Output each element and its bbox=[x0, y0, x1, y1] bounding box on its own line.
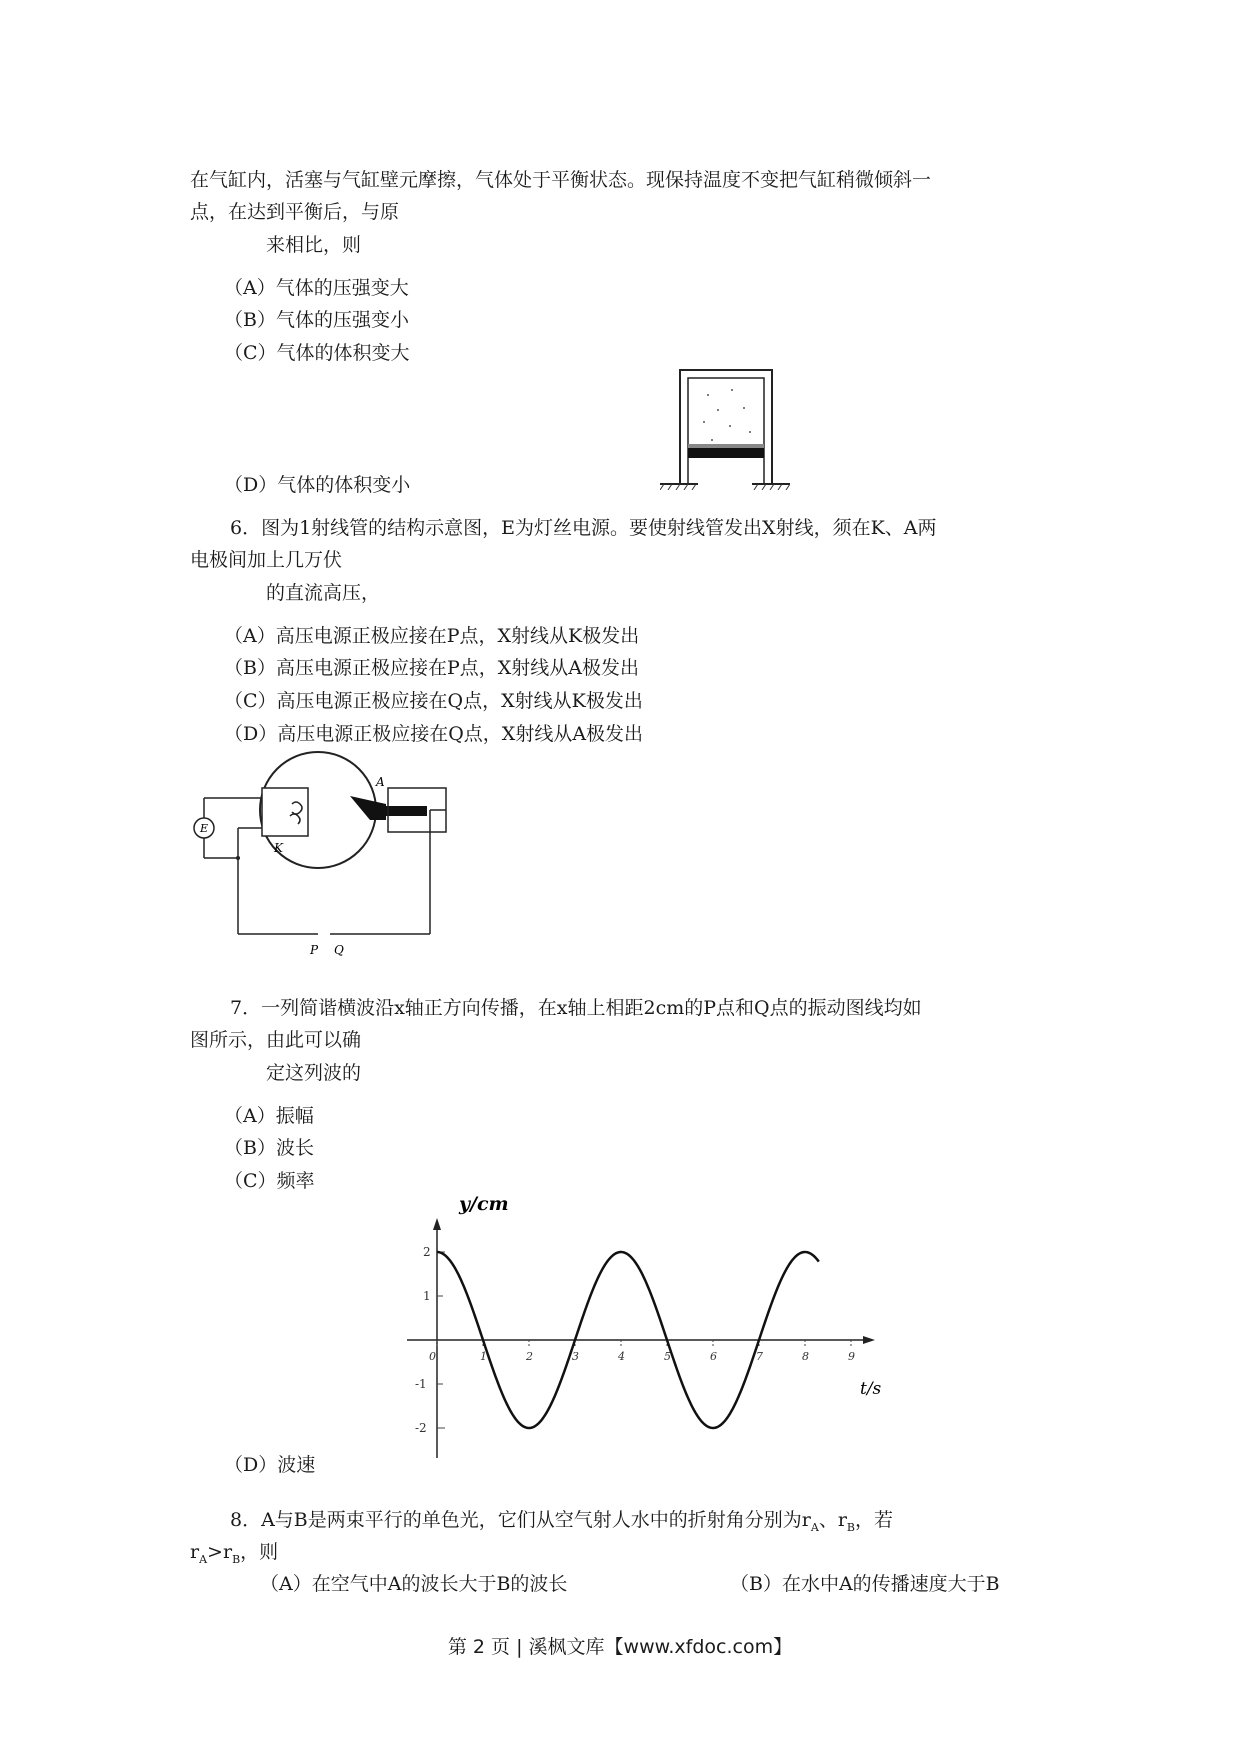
x-tick-label: 9 bbox=[848, 1350, 855, 1363]
label-k: K bbox=[274, 841, 283, 855]
y-tick-label: -2 bbox=[415, 1421, 427, 1435]
q6-line2: 电极间加上几万伏 bbox=[190, 549, 343, 571]
q5-option-b: （B）气体的压强变小 bbox=[224, 309, 409, 331]
y-axis-label: y/cm bbox=[459, 1193, 509, 1215]
x-tick-label: 8 bbox=[802, 1350, 809, 1363]
piston bbox=[688, 448, 764, 458]
label-e: E bbox=[200, 822, 209, 835]
q8-sub-b: B bbox=[846, 1520, 855, 1534]
q8-r1: r bbox=[190, 1541, 200, 1563]
q7-option-b: （B）波长 bbox=[224, 1137, 314, 1159]
q8-tail: ，若 bbox=[855, 1509, 894, 1531]
q7-option-a: （A）振幅 bbox=[224, 1105, 314, 1127]
q8-line1-text: 8．A与B是两束平行的单色光，它们从空气射人水中的折射角分别为r bbox=[230, 1509, 811, 1531]
q8-line2 bbox=[190, 1540, 278, 1572]
q6-option-b: （B）高压电源正极应接在P点，X射线从A极发出 bbox=[224, 657, 639, 679]
x-tick-label: 7 bbox=[756, 1350, 763, 1363]
q8-sep: 、r bbox=[818, 1509, 847, 1531]
q7-line2: 图所示，由此可以确 bbox=[190, 1029, 362, 1051]
q8-gt: >r bbox=[207, 1541, 233, 1563]
q8-line2-sub-b: B bbox=[232, 1552, 241, 1566]
x-tick-label: 2 bbox=[526, 1350, 533, 1363]
x-tick-label: 0 bbox=[429, 1350, 436, 1363]
q5-line2: 点，在达到平衡后，与原 bbox=[190, 201, 400, 223]
x-tick-label: 6 bbox=[710, 1350, 717, 1363]
q7-line1: 7．一列简谐横波沿x轴正方向传播，在x轴上相距2cm的P点和Q点的振动图线均如 bbox=[230, 997, 922, 1019]
label-p: P bbox=[310, 943, 319, 957]
y-tick-label: -1 bbox=[415, 1377, 427, 1391]
cylinder-figure bbox=[660, 360, 790, 490]
x-axis-label: t/s bbox=[860, 1379, 882, 1399]
y-axis-arrow bbox=[433, 1218, 441, 1230]
y-tick-label: 1 bbox=[423, 1289, 431, 1303]
q5-line1: 在气缸内，活塞与气缸壁元摩擦，气体处于平衡状态。现保持温度不变把气缸稍微倾斜一 bbox=[190, 169, 932, 191]
q7-option-d: （D）波速 bbox=[224, 1454, 316, 1476]
y-tick-label: 2 bbox=[423, 1245, 431, 1259]
q5-line3: 来相比，则 bbox=[266, 234, 362, 256]
label-q: Q bbox=[334, 943, 344, 957]
q6-line1: 6．图为1射线管的结构示意图，E为灯丝电源。要使射线管发出X射线，须在K、A两 bbox=[230, 517, 937, 539]
q5-option-c: （C）气体的体积变大 bbox=[224, 342, 410, 364]
x-axis-arrow bbox=[863, 1336, 875, 1344]
q6-option-c: （C）高压电源正极应接在Q点，X射线从K极发出 bbox=[224, 690, 643, 712]
q8-line2-tail: ，则 bbox=[240, 1541, 279, 1563]
x-tick-label: 1 bbox=[480, 1350, 487, 1363]
xray-tube-figure bbox=[180, 748, 470, 963]
x-tick-label: 3 bbox=[572, 1350, 579, 1363]
q7-line3: 定这列波的 bbox=[266, 1062, 362, 1084]
q8-option-b: （B）在水中A的传播速度大于B bbox=[730, 1573, 1000, 1595]
vibration-chart bbox=[395, 1188, 925, 1478]
x-tick-label: 4 bbox=[618, 1350, 625, 1363]
q8-line1 bbox=[230, 1508, 893, 1540]
q8-line2-sub-a: A bbox=[199, 1552, 208, 1566]
q6-line3: 的直流高压， bbox=[266, 582, 381, 604]
label-a: A bbox=[376, 775, 385, 789]
page-footer: 第 2 页 | 溪枫文库【www.xfdoc.com】 bbox=[447, 1636, 793, 1658]
q8-option-a: （A）在空气中A的波长大于B的波长 bbox=[260, 1573, 568, 1595]
q5-option-d: （D）气体的体积变小 bbox=[224, 474, 411, 496]
q8-sub-a: A bbox=[810, 1520, 819, 1534]
q6-option-a: （A）高压电源正极应接在P点，X射线从K极发出 bbox=[224, 625, 640, 647]
q6-option-d: （D）高压电源正极应接在Q点，X射线从A极发出 bbox=[224, 723, 644, 745]
q5-option-a: （A）气体的压强变大 bbox=[224, 277, 409, 299]
q7-option-c: （C）频率 bbox=[224, 1170, 315, 1192]
x-tick-label: 5 bbox=[664, 1350, 671, 1363]
